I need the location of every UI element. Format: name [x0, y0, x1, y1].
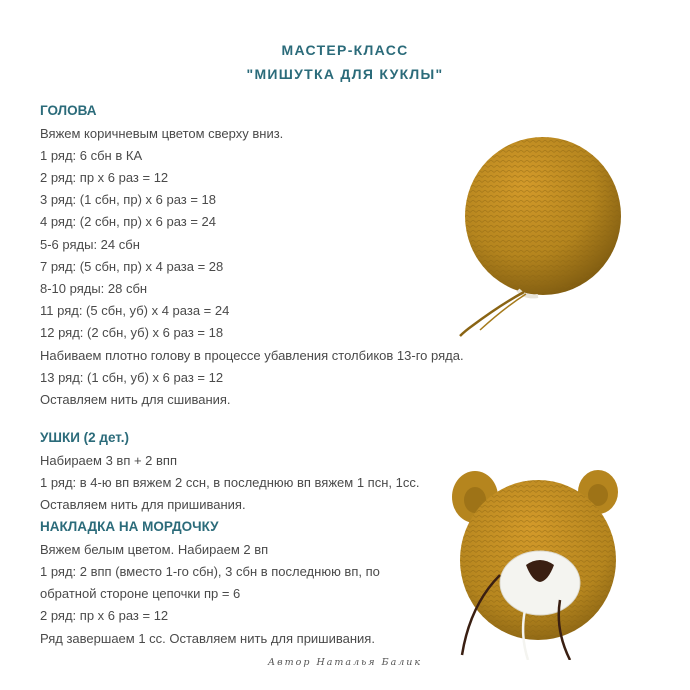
author-signature: Автор Наталья Балик	[267, 657, 423, 668]
crochet-head-photo	[440, 130, 640, 345]
muzzle-line: Ряд завершаем 1 сс. Оставляем нить для пришивания.	[40, 631, 375, 646]
muzzle-line: 2 ряд: пр х 6 раз = 12	[40, 608, 169, 623]
head-line: 3 ряд: (1 сбн, пр) х 6 раз = 18	[40, 192, 217, 207]
head-line: Оставляем нить для сшивания.	[40, 392, 231, 407]
title-block	[0, 38, 690, 86]
ears-line: Набираем 3 вп + 2 впп	[40, 453, 177, 468]
head-line: 13 ряд: (1 сбн, уб) х 6 раз = 12	[40, 370, 224, 385]
head-line: 4 ряд: (2 сбн, пр) х 6 раз = 24	[40, 214, 217, 229]
muzzle-heading: НАКЛАДКА НА МОРДОЧКУ	[40, 519, 219, 534]
muzzle-line: 1 ряд: 2 впп (вместо 1-го сбн), 3 сбн в последнюю вп, по	[40, 564, 380, 579]
head-line: 5-6 ряды: 24 сбн	[40, 237, 140, 252]
head-line: Вяжем коричневым цветом сверху вниз.	[40, 126, 284, 141]
head-line: 8-10 ряды: 28 сбн	[40, 281, 148, 296]
crochet-bear-muzzle-photo	[440, 455, 640, 660]
title-line-1: МАСТЕР-КЛАСС	[281, 42, 409, 58]
title-line-2: "МИШУТКА ДЛЯ КУКЛЫ"	[246, 66, 444, 82]
head-line: 2 ряд: пр х 6 раз = 12	[40, 170, 169, 185]
head-line: 11 ряд: (5 сбн, уб) х 4 раза = 24	[40, 303, 230, 318]
ears-line: 1 ряд: в 4-ю вп вяжем 2 ссн, в последнюю вп вяжем 1 псн, 1сс.	[40, 475, 420, 490]
head-line: 1 ряд: 6 сбн в КА	[40, 148, 143, 163]
head-line: 12 ряд: (2 сбн, уб) х 6 раз = 18	[40, 325, 224, 340]
head-line: 7 ряд: (5 сбн, пр) х 4 раза = 28	[40, 259, 224, 274]
ears-heading: УШКИ (2 дет.)	[40, 430, 129, 445]
ears-line: Оставляем нить для пришивания.	[40, 497, 246, 512]
head-heading: ГОЛОВА	[40, 103, 97, 118]
muzzle-line: обратной стороне цепочки пр = 6	[40, 586, 241, 601]
head-line: Набиваем плотно голову в процессе убавления столбиков 13-го ряда.	[40, 348, 464, 363]
muzzle-line: Вяжем белым цветом. Набираем 2 вп	[40, 542, 269, 557]
